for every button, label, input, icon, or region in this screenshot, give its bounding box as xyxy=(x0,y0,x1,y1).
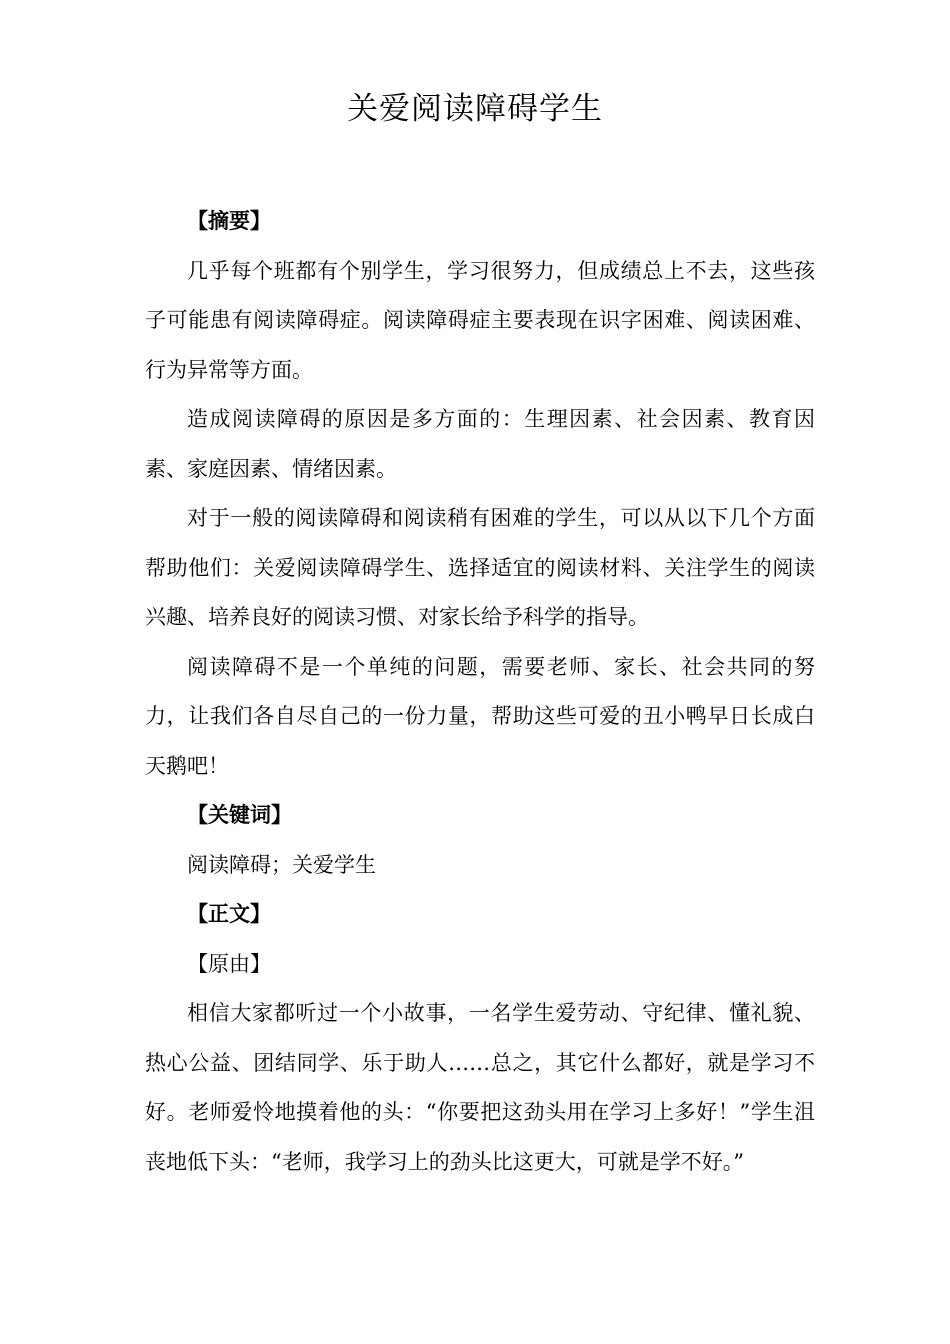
document-body xyxy=(145,197,815,1187)
abstract-paragraph-1: 几乎每个班都有个别学生，学习很努力，但成绩总上不去，这些孩子可能患有阅读障碍症。阅读障碍症主要表现在识字困难、阅读困难、行为异常等方面。 xyxy=(145,258,815,382)
abstract-heading: 【摘要】 xyxy=(187,209,271,233)
abstract-paragraph-4: 阅读障碍不是一个单纯的问题，需要老师、家长、社会共同的努力，让我们各自尽自己的一份力量，帮助这些可爱的丑小鸭早日长成白天鹅吧！ xyxy=(145,654,815,778)
reason-heading: 【原由】 xyxy=(187,951,271,976)
reason-paragraph: 相信大家都听过一个小故事，一名学生爱劳动、守纪律、懂礼貌、热心公益、团结同学、乐于助人……总之，其它什么都好，就是学习不好。老师爱怜地摸着他的头：“你要把这劲头用在学习上多好！”学生沮丧地低下头：“老师，我学习上的劲头比这更大，可就是学不好。” xyxy=(145,1001,815,1174)
keywords-text: 阅读障碍；关爱学生 xyxy=(187,852,376,877)
abstract-paragraph-3: 对于一般的阅读障碍和阅读稍有困难的学生，可以从以下几个方面帮助他们：关爱阅读障碍学生、选择适宜的阅读材料、关注学生的阅读兴趣、培养良好的阅读习惯、对家长给予科学的指导。 xyxy=(145,506,815,629)
body-heading: 【正文】 xyxy=(187,902,271,926)
keywords-heading: 【关键词】 xyxy=(187,803,292,827)
abstract-paragraph-2: 造成阅读障碍的原因是多方面的：生理因素、社会因素、教育因素、家庭因素、情绪因素。 xyxy=(145,407,815,481)
document-title: 关爱阅读障碍学生 xyxy=(347,91,603,127)
